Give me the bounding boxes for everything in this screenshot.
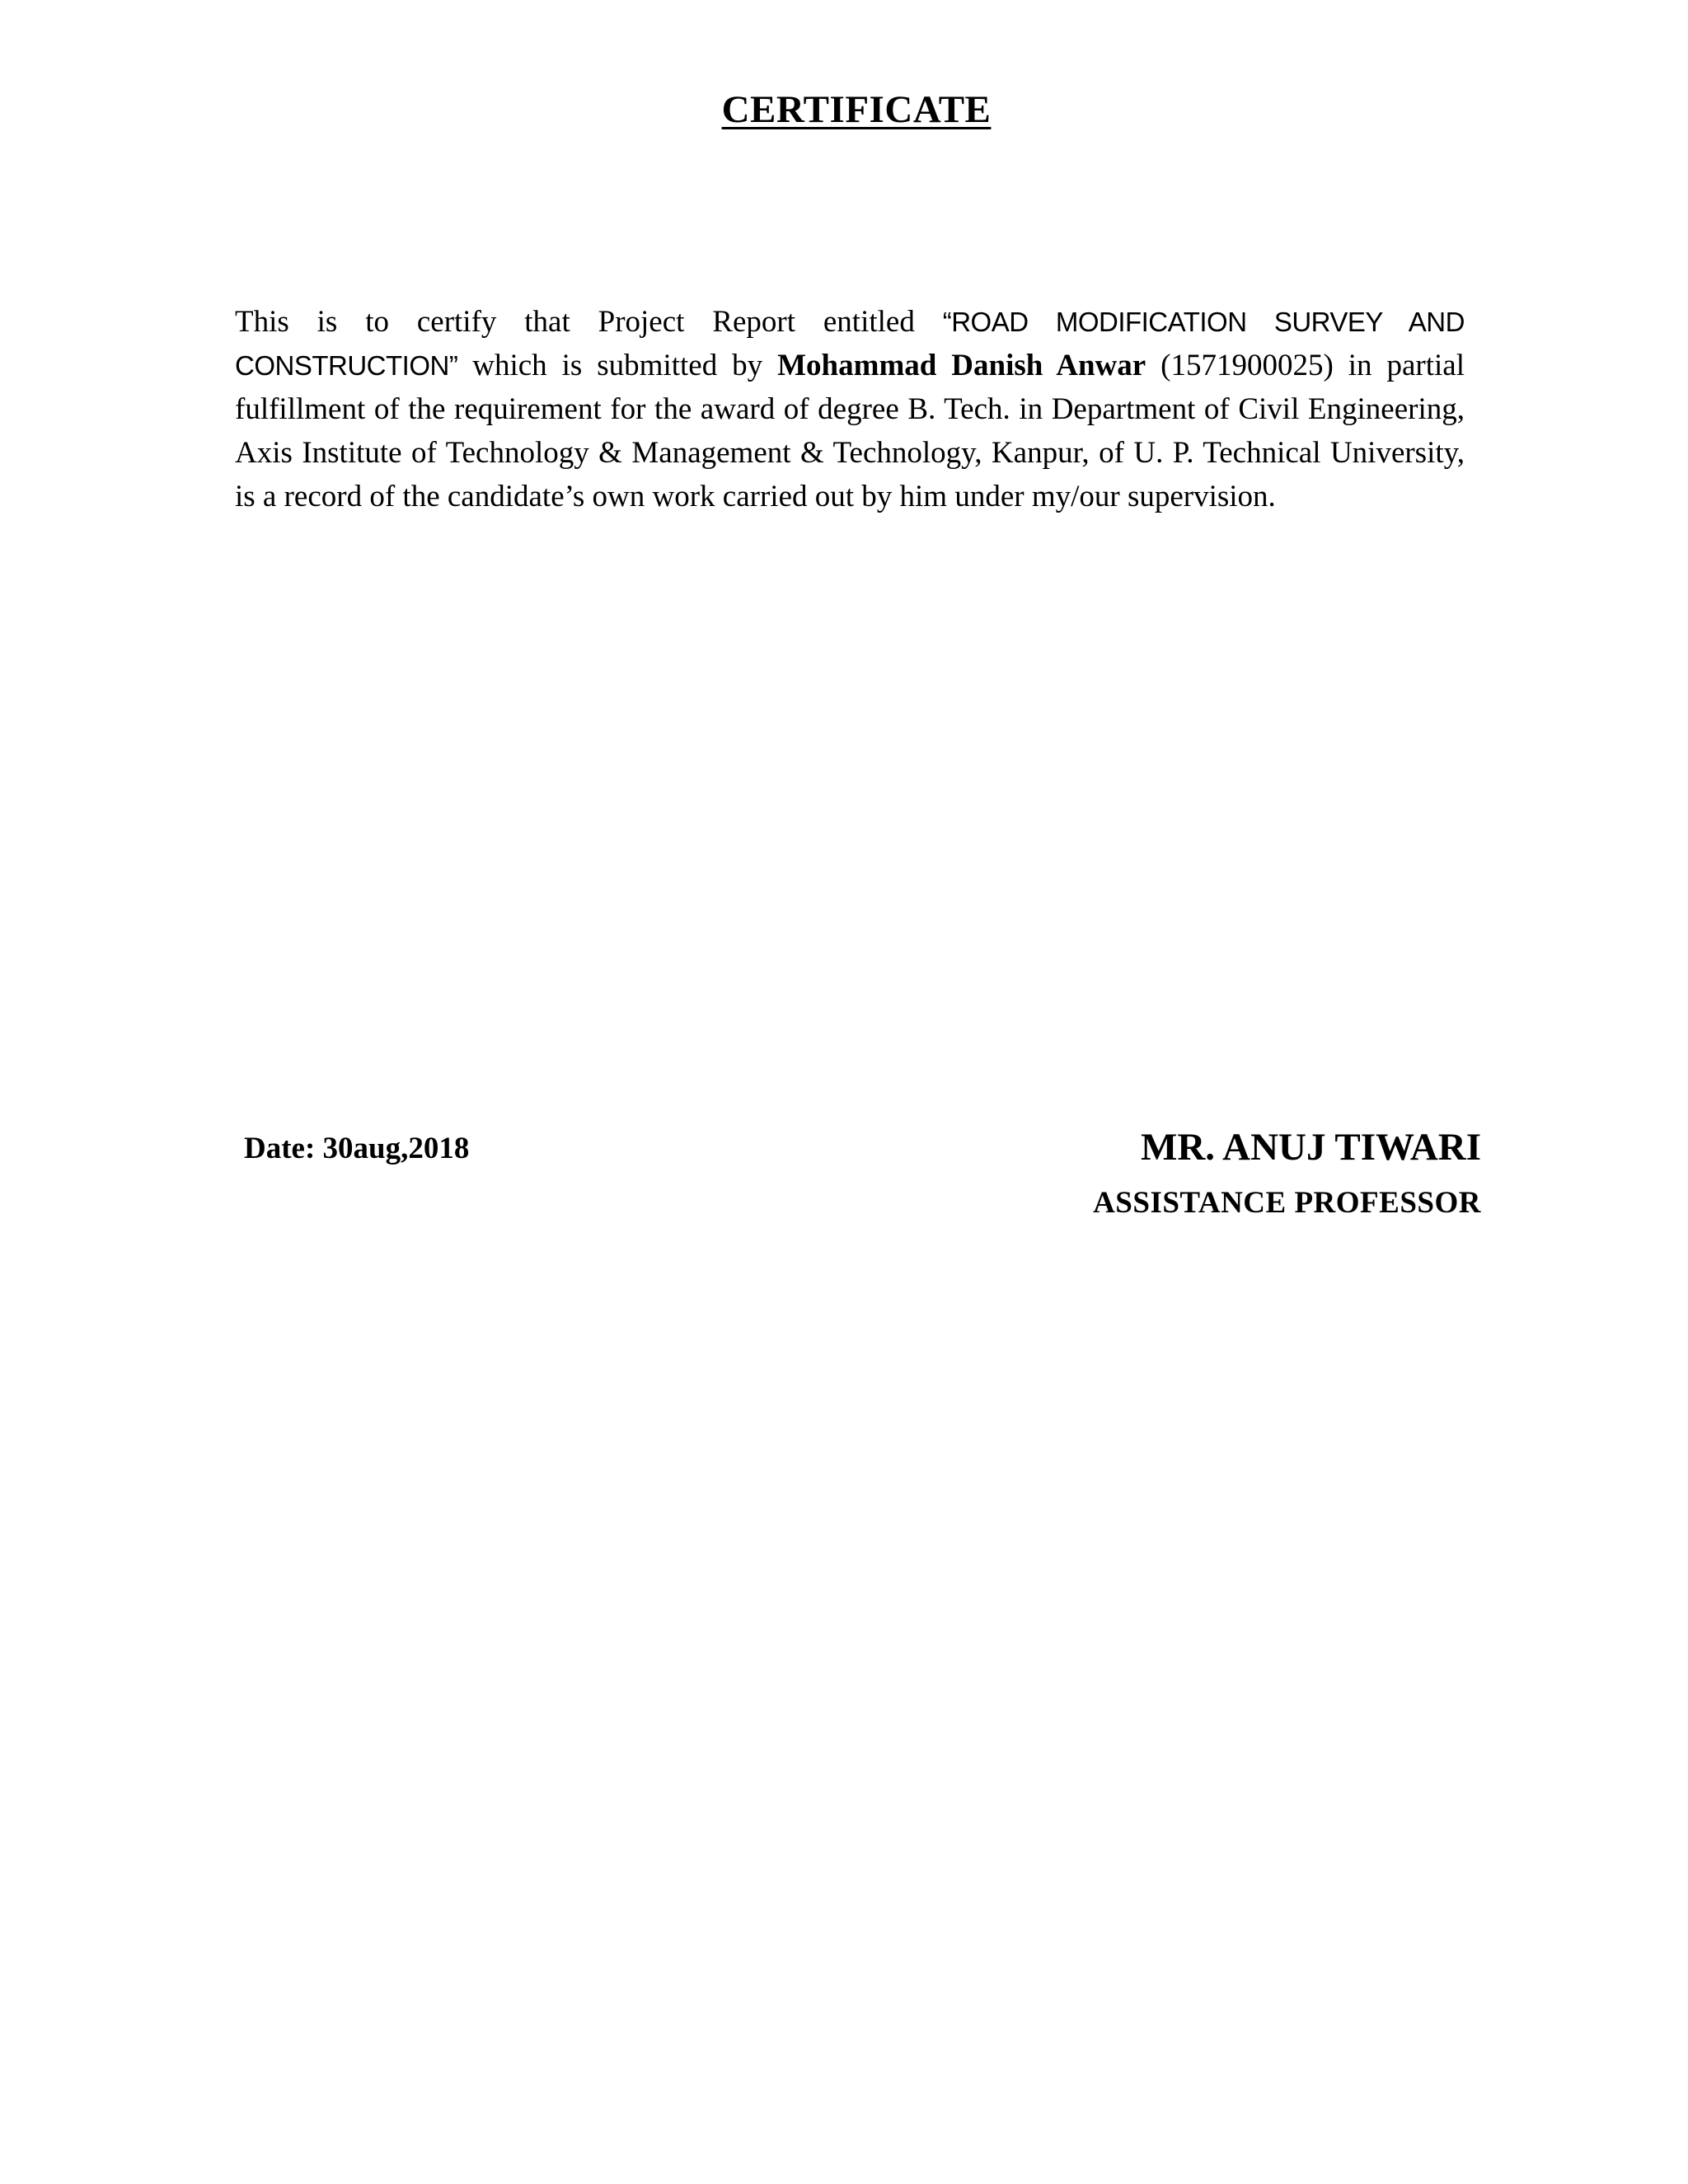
body-after-title: which is submitted by	[457, 349, 778, 382]
signatory-name: MR. ANUJ TIWARI	[1140, 1126, 1481, 1169]
report-title: “ROAD MODIFICATION SURVEY AND CONSTRUCTION”	[235, 307, 1465, 381]
certificate-body	[235, 300, 1465, 518]
body-intro: This is to certify that Project Report entitled	[235, 305, 943, 339]
certificate-heading: CERTIFICATE	[721, 88, 992, 131]
certificate-date: Date: 30aug,2018	[244, 1132, 470, 1165]
signatory-block	[1093, 1122, 1481, 1223]
body-rest: (1571900025) in partial fulfillment of the requirement for the award of degree B. Tech. in Department of Civil Engineering, Axis Institute of Technology & Management & Technology, Kanpur, of U. P. Technical University, is a record of the candidate’s own work carried out by him under my/our supervision.	[235, 349, 1465, 513]
signatory-title: ASSISTANCE PROFESSOR	[1093, 1186, 1481, 1220]
student-name: Mohammad Danish Anwar	[777, 349, 1146, 382]
